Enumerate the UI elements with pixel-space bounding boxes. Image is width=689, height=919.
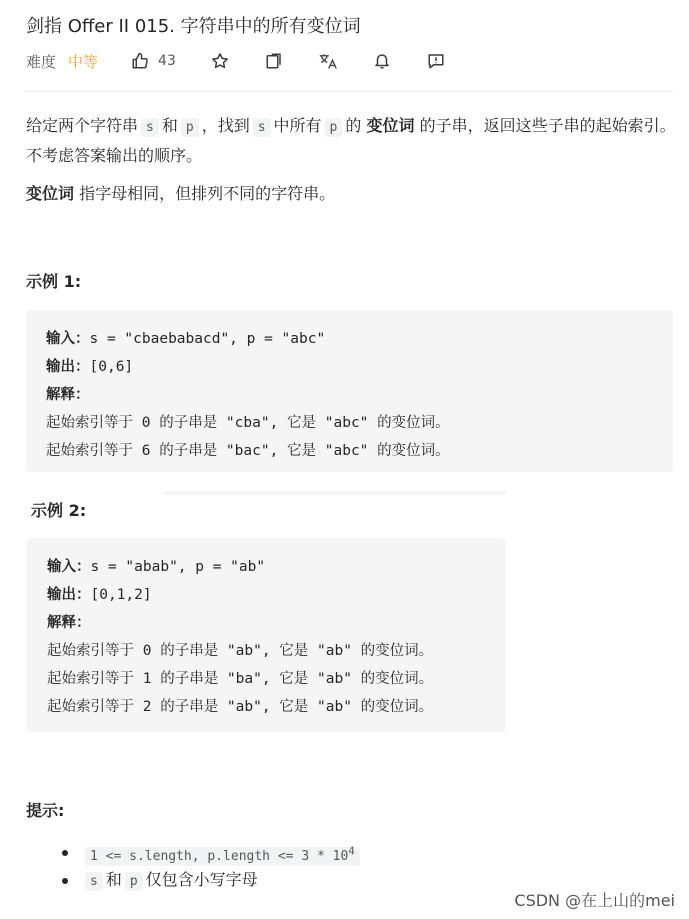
star-icon[interactable]	[210, 51, 230, 71]
difficulty-badge: 中等	[68, 52, 99, 71]
share-icon[interactable]	[264, 51, 284, 71]
hints-list	[26, 838, 363, 894]
example-1-title: 示例 1:	[26, 272, 82, 291]
difficulty-label: 难度	[26, 52, 57, 71]
hints-title: 提示:	[26, 801, 65, 820]
translate-icon[interactable]	[318, 51, 338, 71]
feedback-icon[interactable]	[426, 51, 446, 71]
problem-meta-bar	[26, 49, 446, 73]
header-divider	[26, 91, 673, 92]
separator-strip	[163, 491, 506, 495]
example-2-code-block: 输入：s = "abab", p = "ab" 输出：[0,1,2] 解释： 起始索引等于 0 的子串是 "ab", 它是 "ab" 的变位词。 起始索引等于 1 的子串是 "ba", 它是 "ab" 的变位词。 起始索引等于 2 的子串是 "ab", 它是 "ab" 的变位词。	[27, 538, 506, 732]
thumbs-up-icon	[130, 51, 150, 71]
list-item	[26, 838, 363, 866]
constraint-code: 1 <= s.length, p.length <= $3 * 10^4$	[85, 847, 360, 866]
like-button[interactable]	[130, 51, 176, 71]
bell-icon[interactable]	[372, 51, 392, 71]
bold-term: 变位词	[26, 184, 75, 203]
example-1-code-block: 输入：s = "cbaebabacd", p = "abc" 输出：[0,6] 解释： 起始索引等于 0 的子串是 "cba", 它是 "abc" 的变位词。 起始索引等于 6 的子串是 "bac", 它是 "abc" 的变位词。	[26, 310, 673, 472]
inline-code-p: p	[181, 118, 199, 137]
watermark: CSDN @在上山的mei	[514, 891, 675, 910]
inline-code-p: p	[325, 118, 343, 137]
description-paragraph: 给定两个字符串 s 和 p ，找到 s 中所有 p 的 变位词 的子串，返回这些子串的起始索引。不考虑答案输出的顺序。	[26, 116, 676, 165]
example-2-title: 示例 2:	[31, 501, 87, 520]
bold-term: 变位词	[366, 116, 415, 135]
inline-code-s: s	[141, 118, 159, 137]
like-count: 43	[158, 53, 176, 69]
problem-title: 剑指 Offer II 015. 字符串中的所有变位词	[26, 16, 361, 37]
inline-code-s: s	[253, 118, 271, 137]
list-item: s 和 p 仅包含小写字母	[26, 866, 363, 894]
definition-paragraph: 变位词 指字母相同，但排列不同的字符串。	[26, 184, 336, 203]
